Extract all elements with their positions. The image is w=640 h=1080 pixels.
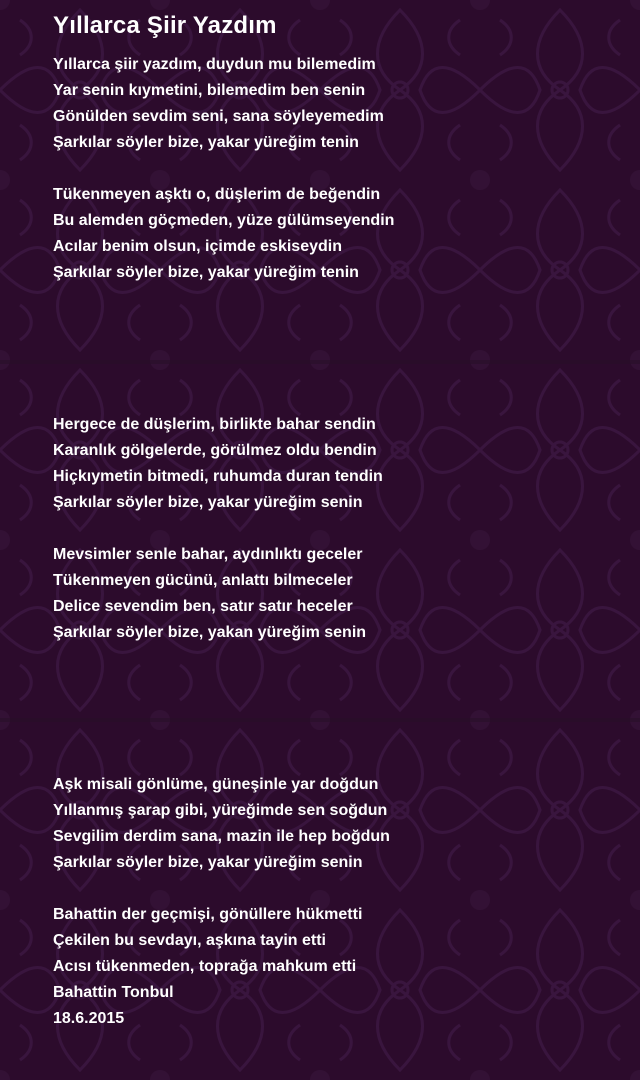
poem-date: 18.6.2015 xyxy=(53,1010,125,1027)
poem-line: Bahattin der geçmişi, gönüllere hükmetti xyxy=(53,906,363,923)
poem-line: Mevsimler senle bahar, aydınlıktı geceler xyxy=(53,546,363,563)
poem-line: Çekilen bu sevdayı, aşkına tayin etti xyxy=(53,932,326,949)
poem-line: Hiçkıymetin bitmedi, ruhumda duran tendin xyxy=(53,468,383,485)
poem-line: Acısı tükenmeden, toprağa mahkum etti xyxy=(53,958,357,975)
poem-title: Yıllarca Şiir Yazdım xyxy=(53,12,277,39)
poem-line: Delice sevendim ben, satır satır heceler xyxy=(53,598,353,615)
poem-line: Gönülden sevdim seni, sana söyleyemedim xyxy=(53,108,384,125)
poem-line: Hergece de düşlerim, birlikte bahar sendin xyxy=(53,416,376,433)
poem-line: Yar senin kıymetini, bilemedim ben senin xyxy=(53,82,366,99)
poem-line: Şarkılar söyler bize, yakar yüreğim tenin xyxy=(53,264,359,281)
poem-line: Aşk misali gönlüme, güneşinle yar doğdun xyxy=(53,776,379,793)
poem-line: Sevgilim derdim sana, mazin ile hep boğdun xyxy=(53,828,390,845)
poem-line: Bu alemden göçmeden, yüze gülümseyendin xyxy=(53,212,395,229)
poem-line: Yıllarca şiir yazdım, duydun mu bilemedim xyxy=(53,56,376,73)
poem-line: Şarkılar söyler bize, yakar yüreğim senin xyxy=(53,854,363,871)
poem-line: Karanlık gölgelerde, görülmez oldu bendin xyxy=(53,442,377,459)
poem-line: Şarkılar söyler bize, yakar yüreğim senin xyxy=(53,494,363,511)
poem-line: Acılar benim olsun, içimde eskiseydin xyxy=(53,238,342,255)
poem-line: Tükenmeyen gücünü, anlattı bilmeceler xyxy=(53,572,353,589)
poem-line: Yıllanmış şarap gibi, yüreğimde sen soğdun xyxy=(53,802,388,819)
poem-line: Tükenmeyen aşktı o, düşlerim de beğendin xyxy=(53,186,381,203)
poem-line: Şarkılar söyler bize, yakar yüreğim tenin xyxy=(53,134,359,151)
poem-line: Şarkılar söyler bize, yakan yüreğim senin xyxy=(53,624,367,641)
poem-author: Bahattin Tonbul xyxy=(53,984,174,1001)
